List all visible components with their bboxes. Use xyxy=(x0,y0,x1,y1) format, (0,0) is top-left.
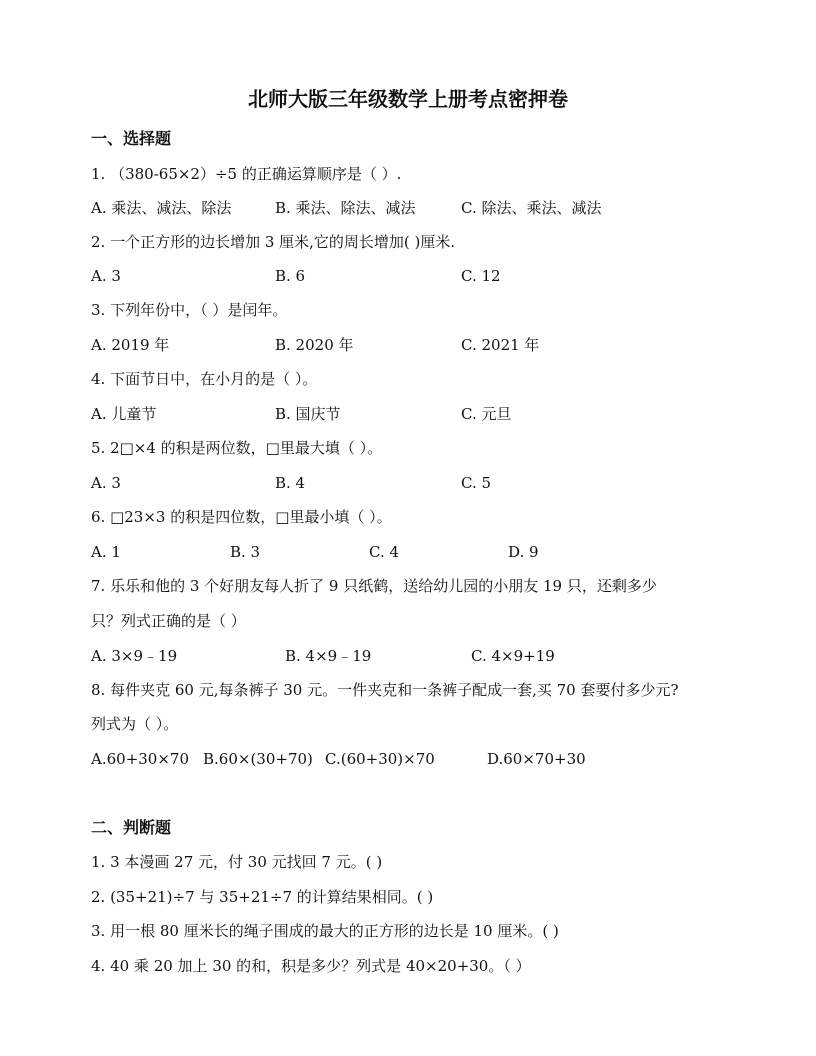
question-7: 7. 乐乐和他的 3 个好朋友每人折了 9 只纸鹤，送给幼儿园的小朋友 19 只，还剩多少 xyxy=(91,577,657,595)
option-c: C. 5 xyxy=(461,474,492,492)
option-b: B. 4 xyxy=(275,474,306,492)
option-a: A. 2019 年 xyxy=(91,336,170,354)
judgement-item-3: 3. 用一根 80 厘米长的绳子围成的最大的正方形的边长是 10 厘米。( ) xyxy=(91,922,559,940)
option-c: C. 4 xyxy=(369,543,400,561)
option-b: B. 乘法、除法、减法 xyxy=(275,199,416,217)
option-b: B. 6 xyxy=(275,267,306,285)
option-d: D. 9 xyxy=(508,543,539,561)
option-b: B. 2020 年 xyxy=(275,336,354,354)
question-8-continued: 列式为（ ）。 xyxy=(91,715,179,733)
option-a: A. 3 xyxy=(91,267,121,285)
section-heading-judgement: 二、判断题 xyxy=(91,818,172,837)
question-7-continued: 只？列式正确的是（ ） xyxy=(91,612,246,630)
question-2: 2. 一个正方形的边长增加 3 厘米,它的周长增加( )厘米. xyxy=(91,233,456,251)
question-4: 4. 下面节日中，在小月的是（ ）。 xyxy=(91,370,318,388)
question-1: 1. （380-65×2）÷5 的正确运算顺序是（ ）. xyxy=(91,165,402,183)
option-a: A.60+30×70 xyxy=(91,750,189,768)
option-a: A. 3 xyxy=(91,474,121,492)
judgement-item-2: 2. (35+21)÷7 与 35+21÷7 的计算结果相同。( ) xyxy=(91,888,434,906)
option-a: A. 乘法、减法、除法 xyxy=(91,199,232,217)
question-6-options xyxy=(91,541,791,563)
question-8: 8. 每件夹克 60 元,每条裤子 30 元。一件夹克和一条裤子配成一套,买 70 套要付多少元? xyxy=(91,681,679,699)
option-b: B. 4×9﹣19 xyxy=(285,647,372,665)
question-5: 5. 2□×4 的积是两位数，□里最大填（ ）。 xyxy=(91,439,383,457)
option-c: C. 12 xyxy=(461,267,501,285)
option-a: A. 1 xyxy=(91,543,121,561)
question-6: 6. □23×3 的积是四位数，□里最小填（ ）。 xyxy=(91,508,392,526)
option-c: C. 除法、乘法、减法 xyxy=(461,199,602,217)
option-a: A. 儿童节 xyxy=(91,405,157,423)
option-c: C. 2021 年 xyxy=(461,336,540,354)
option-b: B. 国庆节 xyxy=(275,405,341,423)
page-title: 北师大版三年级数学上册考点密押卷 xyxy=(248,87,568,111)
question-3: 3. 下列年份中，（ ）是闰年。 xyxy=(91,301,288,319)
option-c: C.(60+30)×70 xyxy=(325,750,435,768)
judgement-item-4: 4. 40 乘 20 加上 30 的和，积是多少？列式是 40×20+30。（ ） xyxy=(91,957,531,975)
question-2-options xyxy=(91,265,791,287)
question-4-options xyxy=(91,403,791,425)
question-7-options xyxy=(91,645,791,667)
option-c: C. 4×9+19 xyxy=(471,647,555,665)
question-5-options xyxy=(91,472,791,494)
option-d: D.60×70+30 xyxy=(487,750,586,768)
question-1-options xyxy=(91,197,791,219)
section-heading-choice: 一、选择题 xyxy=(91,129,172,148)
option-c: C. 元旦 xyxy=(461,405,512,423)
option-a: A. 3×9﹣19 xyxy=(91,647,178,665)
judgement-item-1: 1. 3 本漫画 27 元，付 30 元找回 7 元。( ) xyxy=(91,853,383,871)
question-8-options xyxy=(91,748,791,770)
option-b: B.60×(30+70) xyxy=(203,750,313,768)
question-3-options xyxy=(91,334,791,356)
option-b: B. 3 xyxy=(230,543,261,561)
